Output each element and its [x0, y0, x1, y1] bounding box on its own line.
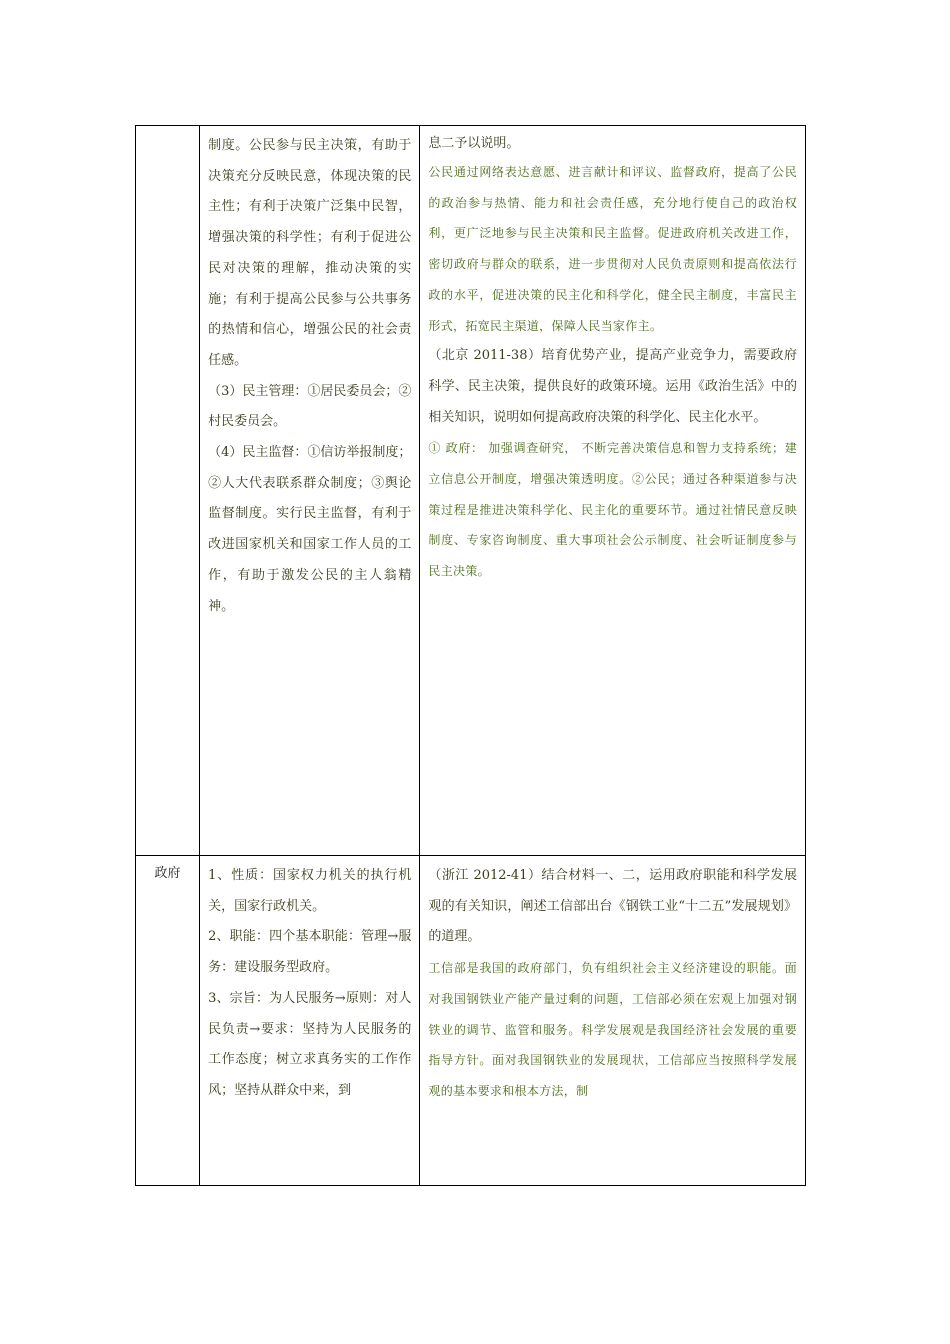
knowledge-paragraph: 3、宗旨：为人民服务→原则：对人民负责→要求：坚持为人民服务的工作态度；树立求真务实的工作作风；坚持从群众中来，到 — [208, 990, 412, 1098]
topic-label: 政府 — [154, 866, 181, 881]
knowledge-cell — [200, 856, 420, 1186]
topic-label — [136, 126, 199, 132]
answer-text: 公民通过网络表达意愿、进言献计和评议、监督政府，提高了公民的政治参与热情、能力和社会责任感，充分地行使自己的政治权利，更广泛地参与民主决策和民主监督。促进政府机关改进工作，密切政府与群众的联系，进一步贯彻对人民负责原则和提高依法行政的水平，促进决策的民主化和科学化，健全民主制度，丰富民主形式，拓宽民主渠道，保障人民当家作主。 — [428, 165, 797, 333]
knowledge-paragraph: （3）民主管理：①居民委员会；②村民委员会。 — [208, 383, 412, 430]
knowledge-table — [135, 125, 806, 1186]
exam-cell — [420, 126, 806, 856]
answer-text: 工信部是我国的政府部门，负有组织社会主义经济建设的职能。面对我国钢铁业产能产量过剩的问题，工信部必须在宏观上加强对钢铁业的调节、监管和服务。科学发展观是我国经济社会发展的重要指导方针。面对我国钢铁业的发展现状，工信部应当按照科学发展观的基本要求和根本方法，制 — [428, 961, 797, 1098]
exam-cell — [420, 856, 806, 1186]
table-row — [136, 856, 806, 1186]
knowledge-paragraph: 制度。公民参与民主决策，有助于决策充分反映民意，体现决策的民主性；有利于决策广泛集中民智，增强决策的科学性；有利于促进公民对决策的理解，推动决策的实施；有利于提高公民参与公共事务的热情和信心，增强公民的社会责任感。 — [208, 138, 412, 368]
knowledge-paragraph: 2、职能：四个基本职能：管理→服务：建设服务型政府。 — [208, 929, 412, 976]
question-text: （浙江 2012-41）结合材料一、二，运用政府职能和科学发展观的有关知识，阐述工信部出台《钢铁工业“十二五”发展规划》的道理。 — [428, 868, 797, 945]
question-text: （北京 2011-38）培育优势产业，提高产业竞争力，需要政府科学、民主决策，提供良好的政策环境。运用《政治生活》中的相关知识，说明如何提高政府决策的科学化、民主化水平。 — [428, 348, 797, 425]
answer-text: ① 政府： 加强调查研究， 不断完善决策信息和智力支持系统；建立信息公开制度，增强决策透明度。②公民；通过各种渠道参与决策过程是推进决策科学化、民主化的重要环节。通过社情民意反映制度、专家咨询制度、重大事项社会公示制度、社会听证制度参与民主决策。 — [428, 441, 797, 579]
topic-cell — [136, 126, 200, 856]
table-row — [136, 126, 806, 856]
knowledge-paragraph: （4）民主监督：①信访举报制度；②人大代表联系群众制度；③舆论监督制度。实行民主监督，有利于改进国家机关和国家工作人员的工作，有助于激发公民的主人翁精神。 — [208, 445, 412, 614]
question-text: 息二予以说明。 — [428, 136, 520, 151]
knowledge-cell — [200, 126, 420, 856]
knowledge-paragraph: 1、性质：国家权力机关的执行机关，国家行政机关。 — [208, 868, 412, 914]
topic-cell — [136, 856, 200, 1186]
